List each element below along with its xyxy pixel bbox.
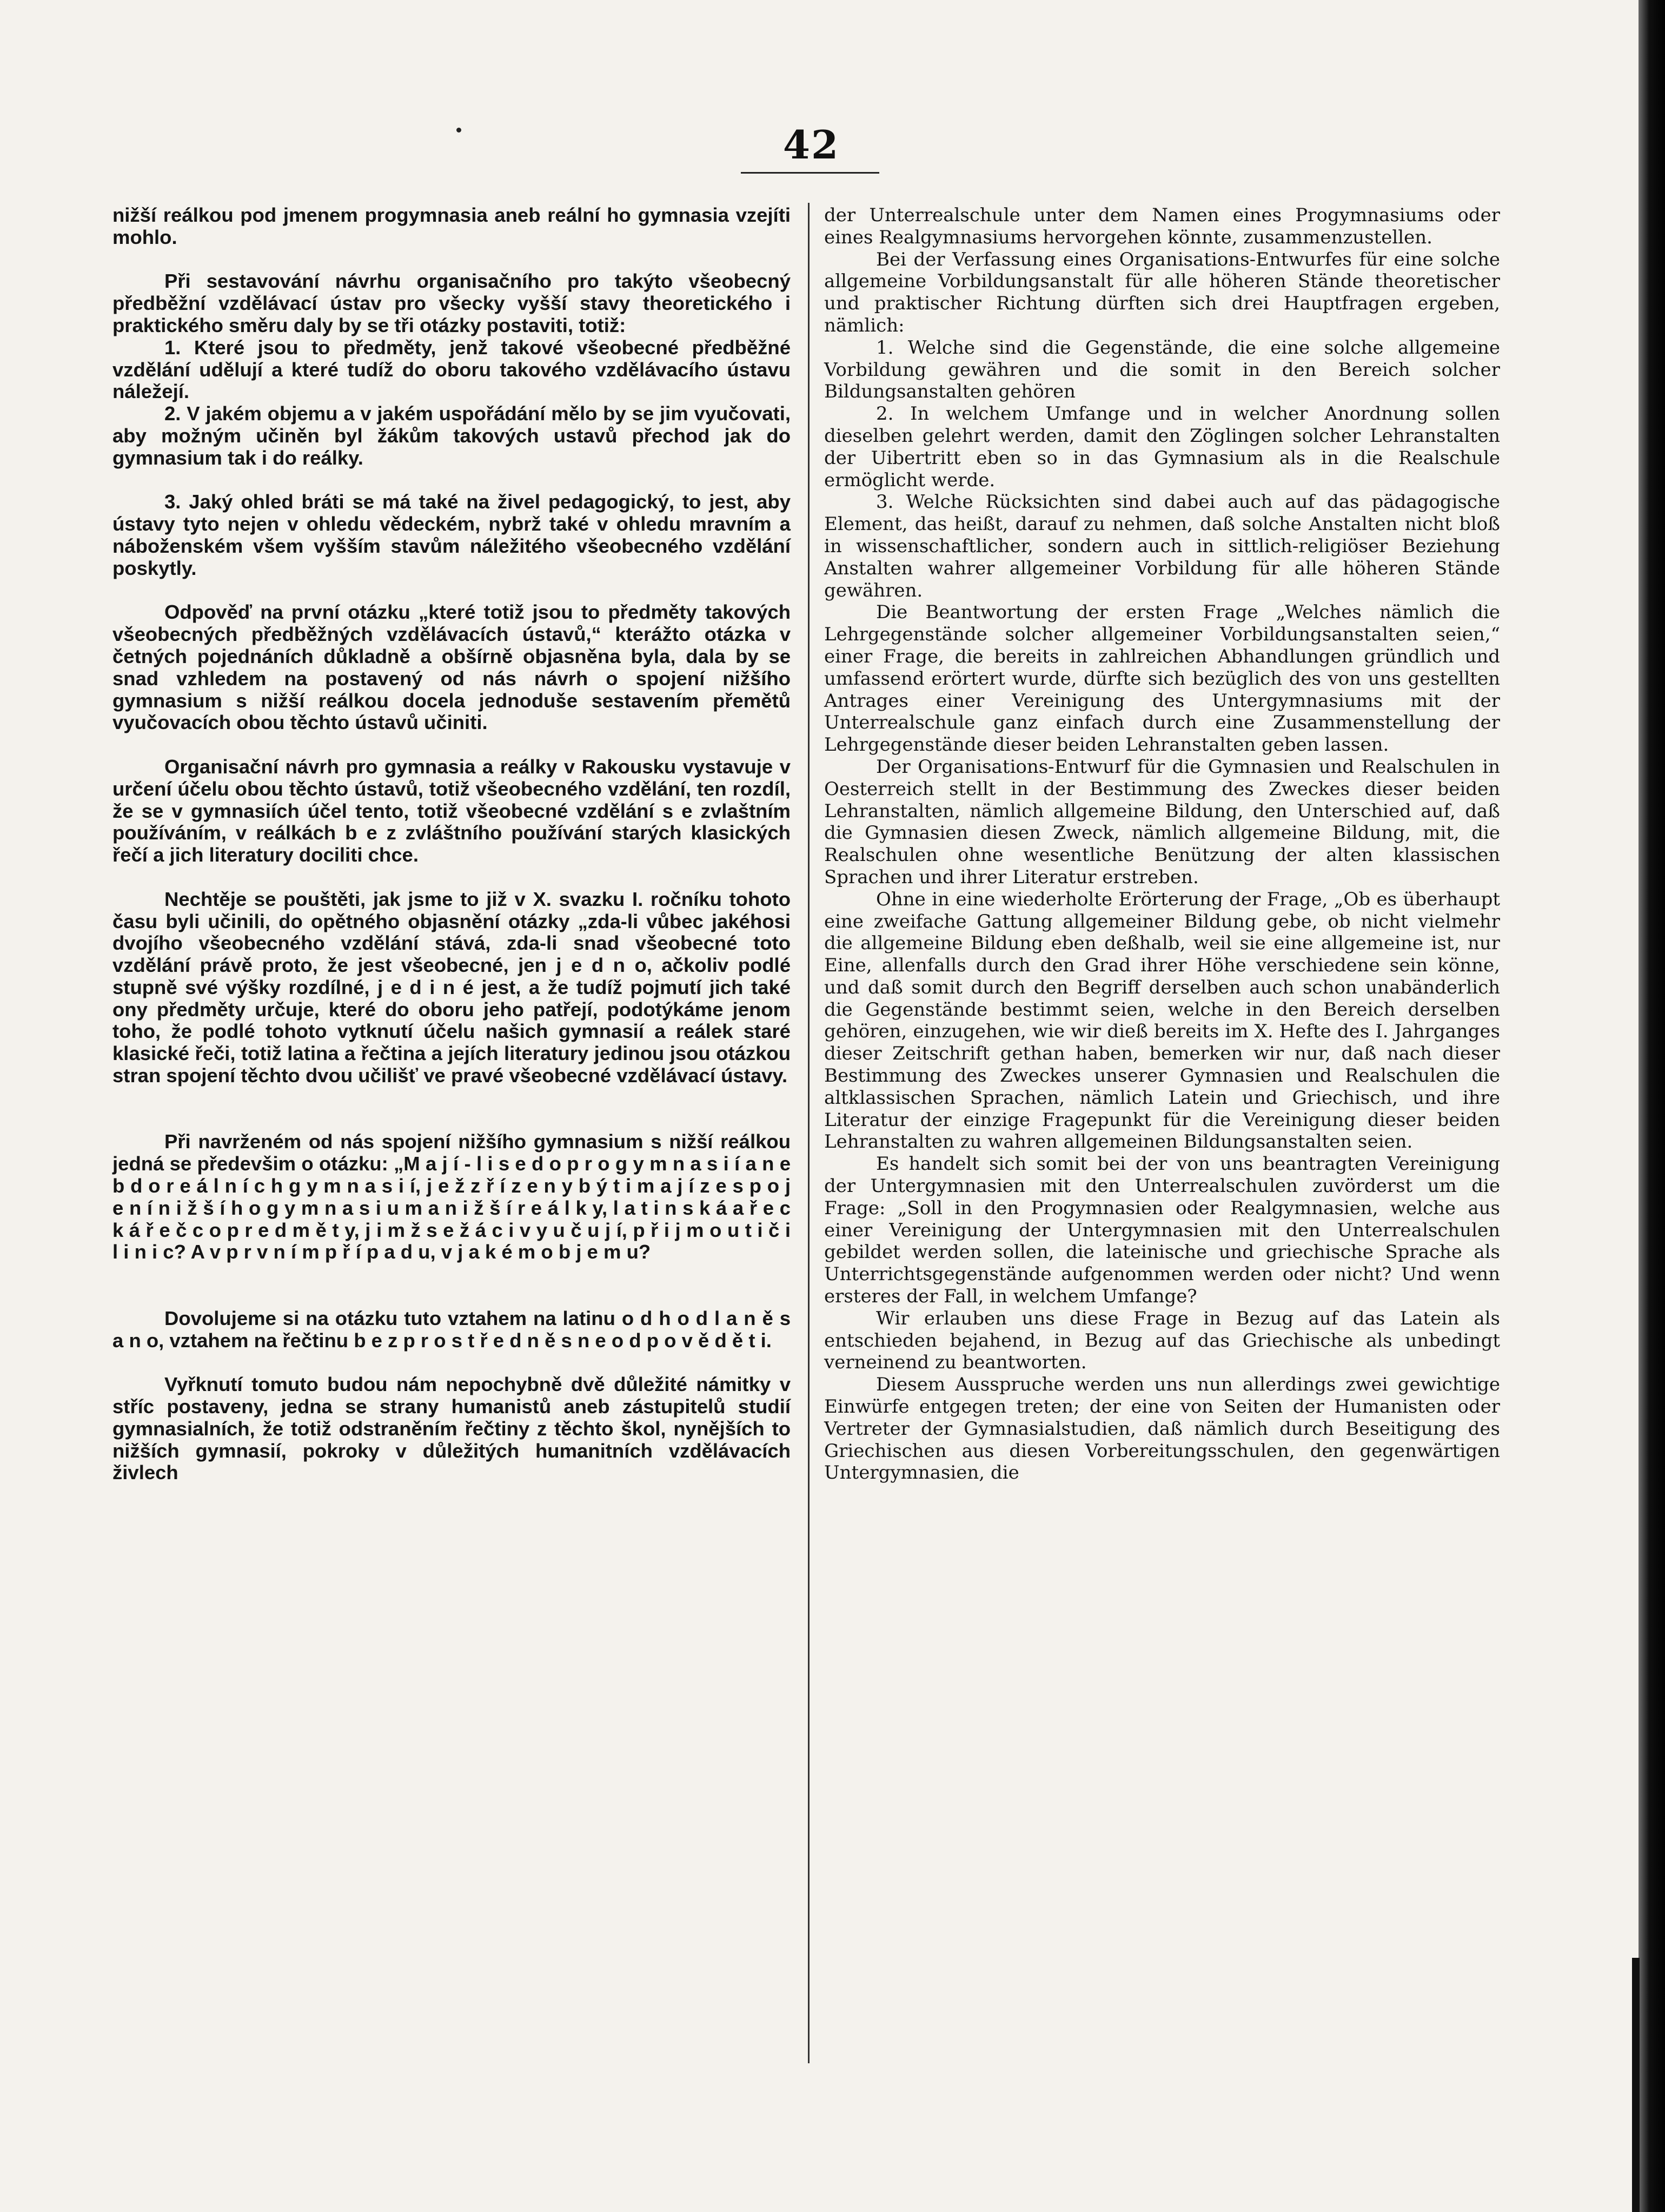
right-paragraph: Wir erlauben uns diese Frage in Bezug auf das Latein als entschieden bejahend, in Bezug auf das Griechische als unbedingt verneinend zu beantworten. [824, 1307, 1500, 1374]
right-column-german [824, 204, 1500, 1484]
right-paragraph: 1. Welche sind die Gegenstände, die eine solche allgemeine Vorbildung gewähren und die somit in den Bereich solcher Bildungsanstalten gehören [824, 336, 1500, 403]
right-paragraph: Bei der Verfassung eines Organisations-Entwurfes für eine solche allgemeine Vorbildungsanstalt für alle höheren Stände theoretischer und praktischer Richtung dürften sich drei Hauptfragen ergeben, nämlich: [824, 248, 1500, 336]
page-edge-mark [1632, 1958, 1640, 2212]
left-paragraph: Odpověď na první otázku „které totiž jsou to předměty takových všeobecných předběžných vzdělávacích ústavů,“ kterážto otázka v četných pojednáních důkladně a obšírně objasněna byla, dala by se snad vzhledem na postavený od nás návrh o spojení nižšího gymnasium s nižší reálkou docela jednoduše sestavením přemětů vyučovacích obou těchto ústavů učiniti. [112, 601, 791, 734]
left-paragraph: Nechtěje se pouštěti, jak jsme to již v X. svazku I. ročníku tohoto času byli učinili, do opětného objasnění otázky „zda-li vůbec jakéhosi dvojího všeobecného vzdělání stává, zda-li snad všeobecné toto vzdělání právě proto, že jest všeobecné, jen j e d n o, ačkoliv podlé stupně své výšky rozdílné, j e d i n é jest, a že tudíž pojmutí jich také ony předměty určuje, které do oboru jeho patřejí, podotýkáme jenom toho, že podlé tohoto vytknutí účelu našich gymnasií a reálek staré klasické řeči, totiž latina a řečtina a jejích literatury jedinou jsou otázkou stran spojení těchto dvou učilišť ve pravé všeobecné vzdělávací ústavy. [112, 888, 791, 1087]
right-paragraph: Ohne in eine wiederholte Erörterung der Frage, „Ob es überhaupt eine zweifache Gattung allgemeiner Bildung gebe, ob nicht vielmehr die allgemeine Bildung eben deßhalb, weil sie eine allgemeine ist, nur Eine, allenfalls durch den Grad ihrer Höhe verschiedene sein könne, und daß somit durch den Begriff derselben auch schon unabänderlich die Gegenstände bestimmt seien, welche in den Bereich derselben gehören, einzugehen, wie wir dieß bereits im X. Hefte des I. Jahrganges dieser Zeitschrift gethan haben, bemerken wir nur, daß nach dieser Bestimmung des Zweckes unserer Gymnasien und Realschulen die altklassischen Sprachen, nämlich Latein und Griechisch, und ihre Literatur der einzige Fragepunkt für die Vereinigung dieser beiden Lehranstalten zu wahren allgemeinen Bildungsanstalten seien. [824, 888, 1500, 1153]
left-paragraph: Při navrženém od nás spojení nižšího gymnasium s nižší reálkou jedná se předevšim o otázku: „M a j í - l i s e d o p r o g y m n a s i í a n e b d o r e á l n í c h g y m n a s i í, j e ž z ř í z e n y b ý t i m a j í z e s p o j e n í n i ž š í h o g y m n a s i u m a n i ž š í r e á l k y, l a t i n s k á a ř e c k á ř e č c o p r e d m ě t y, j i m ž s e ž á c i v y u č u j í, p ř i j m o u t i č i l i n i c? A v p r v n í m p ř í p a d u, v j a k é m o b j e m u? [112, 1130, 791, 1263]
right-paragraph: 2. In welchem Umfange und in welcher Anordnung sollen dieselben gelehrt werden, damit den Zöglingen solcher Lehranstalten der Uibertritt eben so in das Gymnasium als in die Realschule ermöglicht werde. [824, 403, 1500, 491]
page-number-rule [741, 172, 879, 174]
page-number: 42 [782, 122, 840, 168]
left-paragraph: Vyřknutí tomuto budou nám nepochybně dvě důležité námitky v stříc postaveny, jedna se strany humanistů aneb zástupitelů studií gymnasialních, že totiž odstraněním řečtiny z těchto škol, nynějších to nižších gymnasií, pokroky v důležitých humanitních vzdělávacích živlech [112, 1373, 791, 1484]
right-paragraph: 3. Welche Rücksichten sind dabei auch auf das pädagogische Element, das heißt, darauf zu nehmen, daß solche Anstalten nicht bloß in wissenschaftlicher, sondern auch in sittlich-religiöser Beziehung Anstalten wahrer allgemeiner Vorbildung für alle höheren Stände gewähren. [824, 491, 1500, 601]
right-paragraph: Es handelt sich somit bei der von uns beantragten Vereinigung der Untergymnasien mit den Unterrealschulen zuvörderst um die Frage: „Soll in den Progymnasien oder Realgymnasien, welche aus einer Vereinigung der Untergymnasien mit den Unterrealschulen gebildet werden sollen, die lateinische und griechische Sprache als Unterrichtsgegenstände aufgenommen werden oder nicht? Und wenn ersteres der Fall, in welchem Umfange? [824, 1153, 1500, 1308]
right-paragraph: Diesem Ausspruche werden uns nun allerdings zwei gewichtige Einwürfe entgegen treten; der eine von Seiten der Humanisten oder Vertreter der Gymnasialstudien, daß nämlich durch Beseitigung des Griechischen aus diesen Vorbereitungsschulen, den gegenwärtigen Untergymnasien, die [824, 1374, 1500, 1484]
left-paragraph: 2. V jakém objemu a v jakém uspořádání mělo by se jim vyučovati, aby možným učiněn byl žákům takových ustavů přechod jak do gymnasium tak i do reálky. [112, 402, 791, 469]
column-divider [808, 203, 810, 2063]
left-paragraph: Dovolujeme si na otázku tuto vztahem na latinu o d h o d l a n ě s a n o, vztahem na řečtinu b e z p r o s t ř e d n ě s n e o d p o v ě d ě t i. [112, 1307, 791, 1352]
right-paragraph: Die Beantwortung der ersten Frage „Welches nämlich die Lehrgegenstände solcher allgemeiner Vorbildungsanstalten seien,“ einer Frage, die bereits in zahlreichen Abhandlungen gründlich und umfassend erörtert wurde, dürfte sich bezüglich des von uns gestellten Antrages einer Vereinigung des Untergymnasiums mit der Unterrealschule ganz einfach durch eine Zusammenstellung der Lehrgegenstände dieser beiden Lehranstalten geben lassen. [824, 601, 1500, 756]
ink-speck [456, 128, 461, 133]
right-paragraph: der Unterrealschule unter dem Namen eines Progymnasiums oder eines Realgymnasiums hervorgehen könnte, zusammenzustellen. [824, 204, 1500, 248]
page-edge-shadow [1639, 0, 1665, 2212]
left-paragraph: 1. Které jsou to předměty, jenž takové všeobecné předběžné vzdělání udělují a které tudíž do oboru takového vzdělávacího ústavu náležejí. [112, 336, 791, 403]
left-paragraph: 3. Jaký ohled bráti se má také na živel pedagogický, to jest, aby ústavy tyto nejen v ohledu vědeckém, nybrž také v ohledu mravním a náboženském všem vyšším stavům náležitého všeobecného vzdělání poskytly. [112, 491, 791, 579]
left-column-czech [112, 204, 791, 1484]
left-paragraph: Při sestavování návrhu organisačního pro takýto všeobecný předběžní vzdělávací ústav pro všecky vyšší stavy theoretického i praktického směru daly by se tři otázky postaviti, totiž: [112, 270, 791, 336]
right-paragraph: Der Organisations-Entwurf für die Gymnasien und Realschulen in Oesterreich stellt in der Bestimmung des Zweckes dieser beiden Lehranstalten, nämlich allgemeine Bildung, den Unterschied auf, daß die Gymnasien diesen Zweck, nämlich allgemeine Bildung, mit, die Realschulen ohne wesentliche Benützung der alten klassischen Sprachen und ihrer Literatur erstreben. [824, 756, 1500, 888]
left-paragraph: nižší reálkou pod jmenem progymnasia aneb reální ho gymnasia vzejíti mohlo. [112, 204, 791, 248]
left-paragraph: Organisační návrh pro gymnasia a reálky v Rakousku vystavuje v určení účelu obou těchto ústavů, totiž všeobecného vzdělání, ten rozdíl, že se v gymnasiích účel tento, totiž všeobecné vzdělání s e zvlaštním používáním, v reálkách b e z zvláštního používání starých klasických řečí a jich literatury dociliti chce. [112, 755, 791, 866]
